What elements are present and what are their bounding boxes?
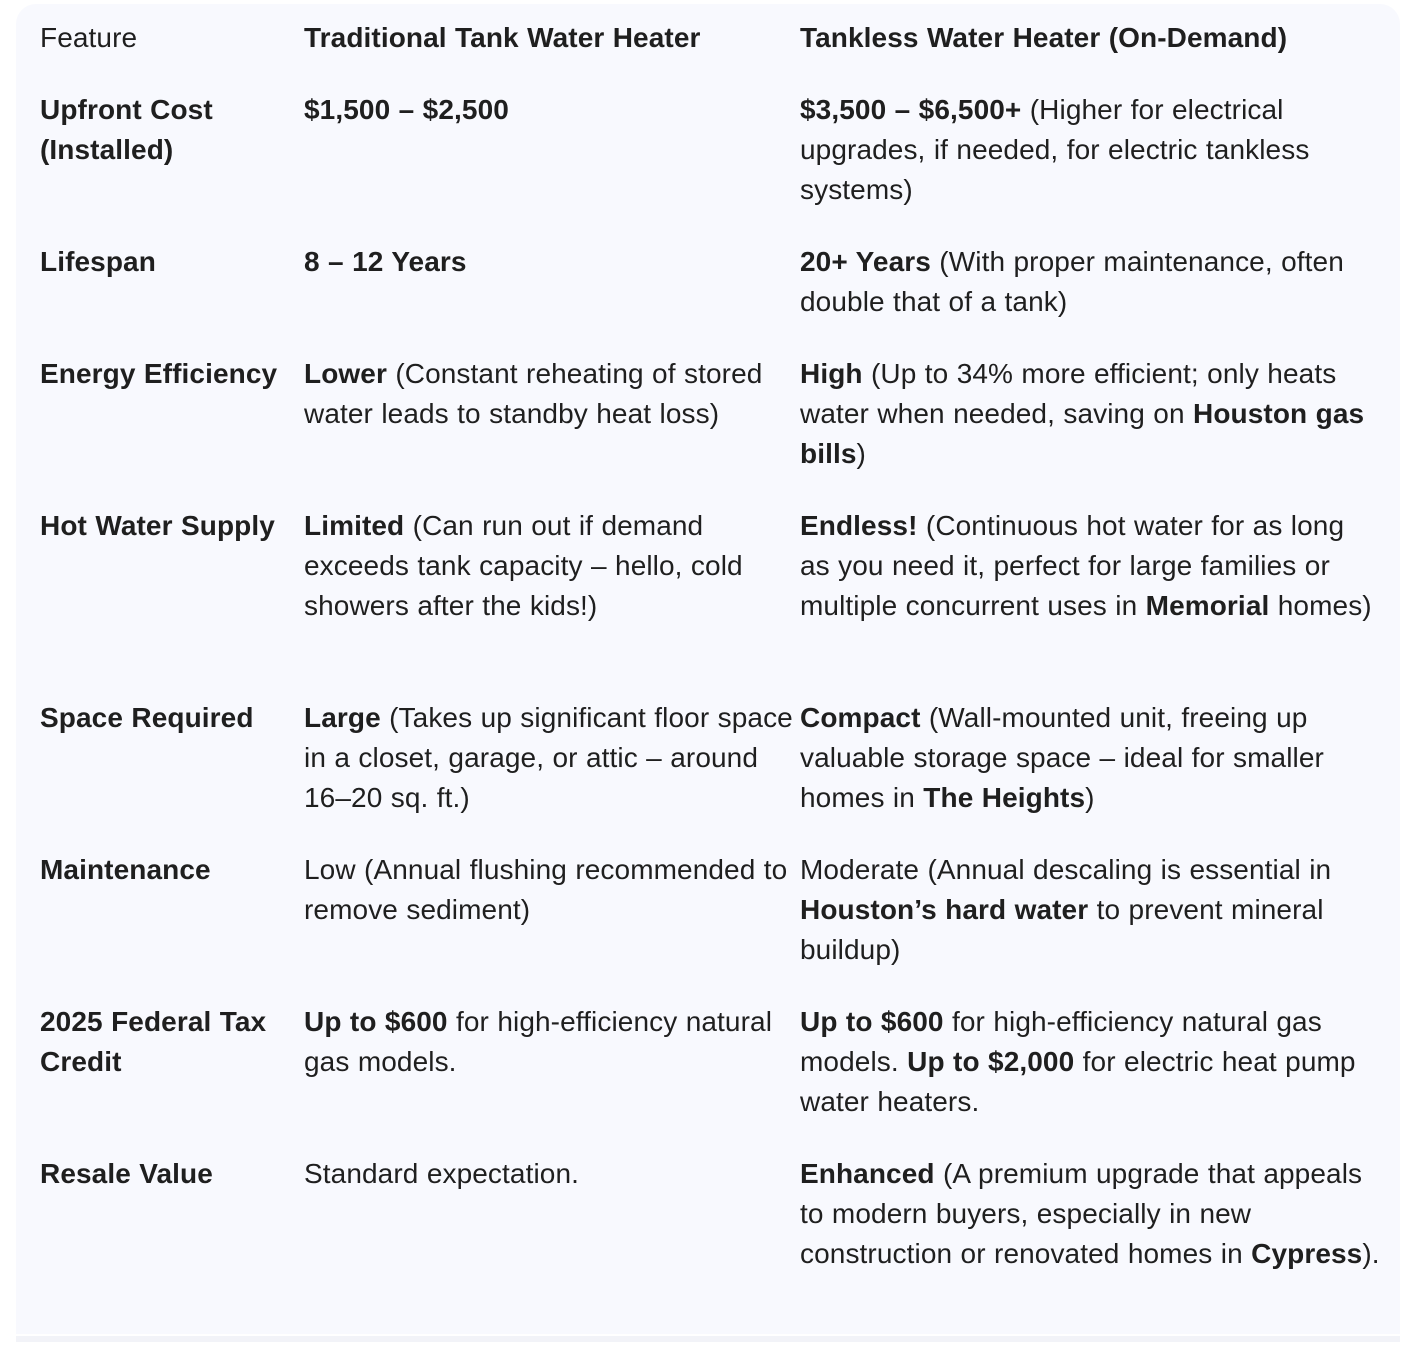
- tankless-cell: Endless! (Continuous hot water for as long as you need it, perfect for large families or multiple concurrent uses in Memorial homes): [800, 510, 1372, 621]
- tankless-cell: Moderate (Annual descaling is essential in Houston’s hard water to prevent mineral buildup): [800, 854, 1332, 965]
- tank-cell: Up to $600 for high-efficiency natural gas models.: [304, 1006, 773, 1077]
- feature-cell: Maintenance: [40, 854, 211, 885]
- table-header-row: [40, 18, 1380, 90]
- header-tank: Traditional Tank Water Heater: [304, 22, 701, 53]
- scroll-edge: [16, 1336, 1400, 1342]
- tank-cell: Low (Annual flushing recommended to remove sediment): [304, 854, 788, 925]
- feature-cell: Space Required: [40, 702, 254, 733]
- feature-cell: Lifespan: [40, 246, 156, 277]
- feature-cell: Energy Efficiency: [40, 358, 278, 389]
- table-row-maintenance: [40, 850, 1380, 1002]
- table-row-energy-efficiency: [40, 354, 1380, 506]
- comparison-table: [40, 18, 1380, 1314]
- tankless-cell: Enhanced (A premium upgrade that appeals to modern buyers, especially in new construction or renovated homes in Cypress).: [800, 1158, 1380, 1269]
- table-row-space-required: [40, 698, 1380, 850]
- tankless-cell: Up to $600 for high-efficiency natural gas models. Up to $2,000 for electric heat pump water heaters.: [800, 1006, 1356, 1117]
- tankless-cell: 20+ Years (With proper maintenance, often double that of a tank): [800, 246, 1344, 317]
- feature-cell: Upfront Cost (Installed): [40, 94, 213, 165]
- table-row-resale-value: [40, 1154, 1380, 1314]
- tankless-cell: High (Up to 34% more efficient; only heats water when needed, saving on Houston gas bills): [800, 358, 1365, 469]
- tank-cell: Limited (Can run out if demand exceeds tank capacity – hello, cold showers after the kids!): [304, 510, 743, 621]
- table-row-upfront-cost: [40, 90, 1380, 242]
- feature-cell: Resale Value: [40, 1158, 213, 1189]
- header-feature: Feature: [40, 22, 138, 53]
- table-row-hot-water-supply: [40, 506, 1380, 698]
- tankless-cell: $3,500 – $6,500+ (Higher for electrical upgrades, if needed, for electric tankless systems): [800, 94, 1310, 205]
- tank-cell: Large (Takes up significant floor space in a closet, garage, or attic – around 16–20 sq. ft.): [304, 702, 793, 813]
- feature-cell: Hot Water Supply: [40, 510, 275, 541]
- tankless-cell: Compact (Wall-mounted unit, freeing up valuable storage space – ideal for smaller homes in The Heights): [800, 702, 1324, 813]
- table-row-tax-credit: [40, 1002, 1380, 1154]
- tank-cell: $1,500 – $2,500: [304, 94, 509, 125]
- table-row-lifespan: [40, 242, 1380, 354]
- tank-cell: Lower (Constant reheating of stored water leads to standby heat loss): [304, 358, 763, 429]
- feature-cell: 2025 Federal Tax Credit: [40, 1006, 267, 1077]
- header-tankless: Tankless Water Heater (On-Demand): [800, 22, 1288, 53]
- tank-cell: 8 – 12 Years: [304, 246, 467, 277]
- tank-cell: Standard expectation.: [304, 1158, 580, 1189]
